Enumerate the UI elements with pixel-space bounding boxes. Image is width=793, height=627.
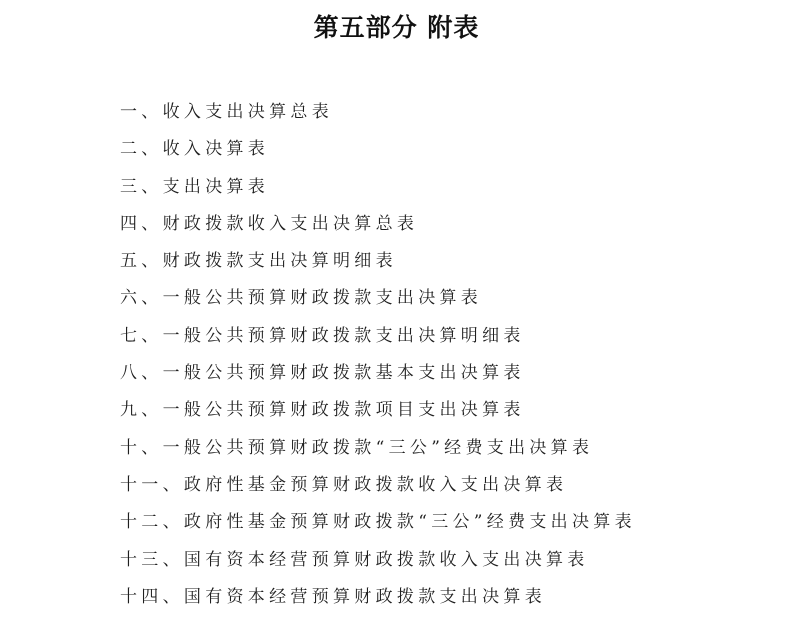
appendix-item-9: 九、一般公共预算财政拨款项目支出决算表 — [120, 400, 525, 421]
appendix-item-7: 七、一般公共预算财政拨款支出决算明细表 — [120, 325, 525, 346]
appendix-item-14: 十四、国有资本经营预算财政拨款支出决算表 — [120, 586, 546, 607]
appendix-item-13: 十三、国有资本经营预算财政拨款收入支出决算表 — [120, 549, 589, 570]
appendix-item-4: 四、财政拨款收入支出决算总表 — [120, 213, 419, 234]
appendix-item-1: 一、收入支出决算总表 — [120, 102, 333, 122]
appendix-item-5: 五、财政拨款支出决算明细表 — [120, 251, 397, 272]
appendix-item-11: 十一、政府性基金预算财政拨款收入支出决算表 — [120, 474, 568, 495]
appendix-item-6: 六、一般公共预算财政拨款支出决算表 — [120, 288, 483, 309]
appendix-item-3: 三、支出决算表 — [120, 176, 270, 197]
page-title: 第五部分 附表 — [313, 13, 480, 42]
appendix-item-12: 十二、政府性基金预算财政拨款“三公”经费支出决算表 — [120, 512, 636, 533]
appendix-item-2: 二、收入决算表 — [120, 139, 270, 160]
appendix-item-8: 八、一般公共预算财政拨款基本支出决算表 — [120, 363, 525, 384]
appendix-item-10: 十、一般公共预算财政拨款“三公”经费支出决算表 — [120, 437, 594, 458]
appendix-list — [120, 94, 636, 616]
